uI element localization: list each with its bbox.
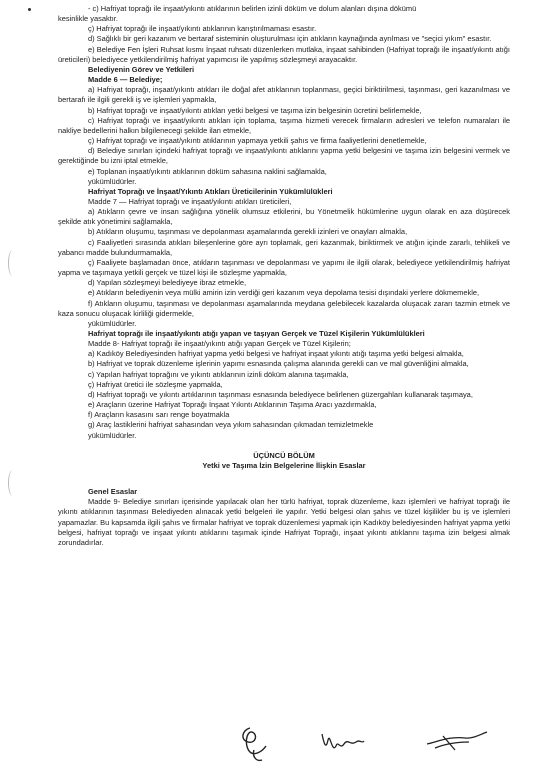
- paragraph: f) Araçların kasasını sarı renge boyatmakla: [88, 410, 230, 420]
- punch-hole-mark: [8, 250, 17, 276]
- paragraph: e) Toplanan inşaat/yıkıntı atıklarının döküm sahasına naklini sağlamakla,: [88, 166, 327, 176]
- general-heading: Genel Esaslar: [88, 487, 138, 497]
- section-title: ÜÇÜNCÜ BÖLÜM: [253, 450, 315, 460]
- paragraph: e) Atıkların belediyenin veya mülki amirin izin verdiği geri kazanım veya depolama tesisi dışındaki yerlere dökmemekle,: [88, 288, 480, 298]
- paragraph: c) Faaliyetleri sırasında atıkları bileşenlerine göre ayrı toplamak, geri kazanmak, biriktirmek ve atığın içinde zararlı, tehlikeli ve yabancı madde bulundurmamakla,: [58, 237, 510, 257]
- paragraph: b) Atıkların oluşumu, taşınması ve depolanması aşamalarında gerekli izinleri ve onayları almakla,: [88, 227, 408, 237]
- paragraph: Belediyenin Görev ve Yetkileri: [88, 64, 195, 74]
- paragraph: kesinlikle yasaktır.: [58, 14, 118, 24]
- paragraph: a) Hafriyat toprağı, inşaat/yıkıntı atıkları ile doğal afet atıklarının toplanması, geçici biriktirilmesi, taşınması, geri kazanılması ve bertarafı ile ilgili gerekli iş ve işlemleri yapmakla,: [58, 85, 510, 105]
- signature-3: [425, 728, 489, 752]
- article-9-text: Madde 9- Belediye sınırları içerisinde yapılacak olan her türlü hafriyat, toprak düzenleme, kazı işlemleri ve hafriyat toprağı ile yıkıntı atıklarının taşınması Belediyeden alınacak yetki belgeleri ile yapılır. Yetki belgesi olan şahıs ve tüzel kişilikler bu iş ve işlemleri yapamazlar. Bu kapsamda ilgili şahıs ve firmalar hafriyat ve toprak düzenlemesi yapmak için Kadıköy belediyesinden hafriyat yapma yetki belgesi, hafriyat toprağı ve inşaat yıkıntı atıklarını taşımak içinde Hafriyat Toprağı, inşaat yıkıntı atıklarını taşıma izin belgesi almak zorundadırlar.: [58, 497, 510, 547]
- paragraph: c) Hafriyat toprağı ve inşaat/yıkıntı atıkları için toplama, taşıma hizmeti verecek firmaların adresleri ve telefon numaraları ile nakliye bedellerini halkın bilgilenecegi şekilde ilan etmekle,: [58, 115, 510, 135]
- paragraph: f) Atıkların oluşumu, taşınması ve depolanması aşamalarında meydana gelebilecek kazalarda oluşacak zararı tazmin etmek ve kaza sonucu oluşacak kirliliği gidermekle,: [58, 298, 510, 318]
- paragraph: d) Hafriyat toprağı ve yıkıntı artıklarının taşınması esnasında belediyece belirlenen güzergahları kullanarak taşımaya,: [88, 389, 473, 399]
- paragraph: d) Belediye sınırları içindeki hafriyat toprağı ve inşaat/yıkıntı atıklarını yapma yetki belgesini ve taşıma izin belgesini vermek ve gerektiğinde bu izni iptal etmekle,: [58, 146, 510, 166]
- paragraph: yükümlüdürler.: [88, 318, 137, 328]
- paragraph: d) Yapılan sözleşmeyi belediyeye ibraz etmekle,: [88, 278, 247, 288]
- scan-speck: [28, 8, 31, 11]
- paragraph: g) Araç lastiklerini hafriyat sahasından veya yıkım sahasından çıkmadan temizletmekle: [88, 420, 374, 430]
- paragraph: Madde 7 — Hafriyat toprağı ve inşaat/yıkıntı atıkları üreticileri,: [88, 196, 292, 206]
- paragraph: yükümlüdürler.: [88, 430, 137, 440]
- paragraph: Hafriyat toprağı ile inşaat/yıkıntı atığı yapan ve taşıyan Gerçek ve Tüzel Kişilerin Yükümlülükleri: [88, 329, 425, 338]
- paragraph: ç) Faaliyete başlamadan önce, atıkların taşınması ve depolanması ve yapımı ile ilgili olarak, belediyece yetkilendirilmiş hafriyat yapma ve taşımaya yetkili gerçek ve tüzel kişi ile sözleşme yapmakla,: [58, 257, 510, 278]
- paragraph: a) Kadıköy Belediyesinden hafriyat yapma yetki belgesi ve hafriyat inşaat yıkıntı atığı taşıma yetki belgesi almakla,: [88, 349, 464, 359]
- punch-hole-mark: [8, 470, 17, 496]
- paragraph: b) Hafriyat ve toprak düzenleme işlerinin yapımı esnasında çalışma alanında gerekli can ve mal güvenliğini almakla,: [88, 359, 469, 369]
- signature-1: [232, 722, 282, 766]
- paragraph: e) Belediye Fen İşleri Ruhsat kısmı İnşaat ruhsatı düzenlerken mutlaka, inşaat sahibinden (Hafriyat toprağı ile inşaat/yıkıntı atığı üreticileri) belediyece yetkilendirilmiş hafriyat yapımcısı ile yapılmış sözleşmeyi arayacaktır.: [58, 44, 510, 64]
- section-subtitle: Yetki ve Taşıma İzin Belgelerine İlişkin Esaslar: [202, 460, 366, 470]
- paragraph: Madde 6 — Belediye;: [88, 75, 163, 85]
- paragraph: ç) Hafriyat toprağı ile inşaat/yıkıntı atıklarının karıştırılmaması esastır.: [88, 24, 317, 34]
- signature-2: [318, 724, 366, 760]
- paragraph: e) Araçların üzerine Hafriyat Toprağı İnşaat Yıkıntı Atıklarının Taşıma Aracı yazdırmakla,: [88, 400, 377, 410]
- paragraph: Hafriyat Toprağı ve İnşaat/Yıkıntı Atıkları Üreticilerinin Yükümlülükleri: [88, 186, 333, 196]
- paragraph: c) Yapılan hafriyat toprağını ve yıkıntı atıklarının izinli döküm alanına taşımakla,: [88, 369, 349, 379]
- paragraph-list: [58, 4, 510, 441]
- paragraph: b) Hafriyat toprağı ve inşaat/yıkıntı atıkları yetki belgesi ve taşıma izin belgesinin ücretini belirlemekle,: [88, 105, 422, 115]
- paragraph: d) Sağlıklı bir geri kazanım ve bertaraf sisteminin oluşturulması için atıkların kaynağında ayrılması ve "seçici yıkım" esastır.: [88, 34, 492, 44]
- paragraph: yükümlüdürler.: [88, 176, 137, 186]
- paragraph: a) Atıkların çevre ve insan sağlığına yönelik olumsuz etkilerini, bu Yönetmelik hükümlerine uygun olarak en aza düşürecek şekilde atık yönetimini sağlamakla,: [58, 207, 510, 227]
- paragraph: Madde 8- Hafriyat toprağı ile inşaat/yıkıntı atığı yapan Gerçek ve Tüzel Kişilerin;: [88, 339, 351, 349]
- paragraph: ç) Hafriyat üretici ile sözleşme yapmakla,: [88, 379, 223, 389]
- paragraph: - c) Hafriyat toprağı ile inşaat/yıkıntı atıklarının belirlen izinli döküm ve dolum alanları dışına dökümü: [88, 4, 417, 13]
- paragraph: ç) Hafriyat toprağı ve inşaat/yıkıntı atıklarının yapmaya yetkili şahıs ve firma faaliyetlerini denetlemekle,: [88, 136, 427, 146]
- document-body: [58, 4, 510, 548]
